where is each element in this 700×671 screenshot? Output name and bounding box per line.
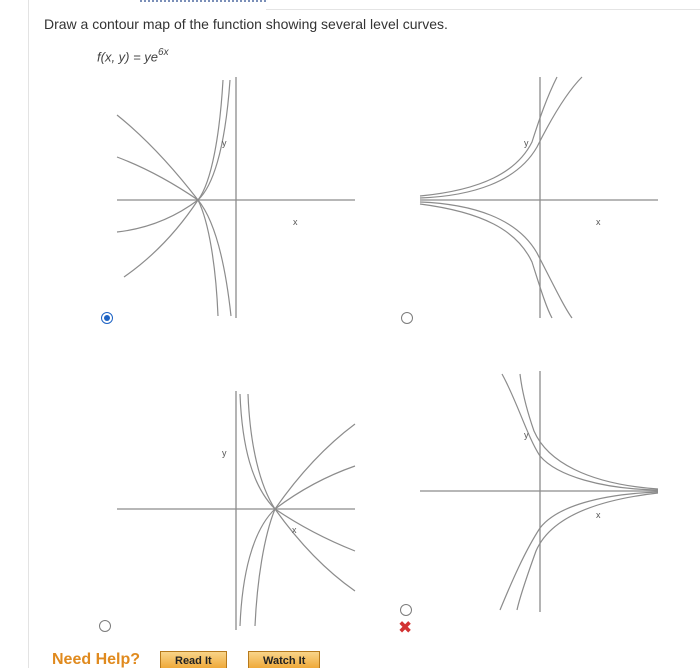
choice-c-level-curve (275, 509, 355, 551)
choice-b-radio[interactable] (401, 312, 413, 324)
choice-a-level-curve (117, 200, 198, 232)
choice-a-level-curve (124, 200, 198, 277)
need-help-label: Need Help? (52, 651, 141, 668)
function-base: f(x, y) = ye (97, 49, 159, 65)
choice-a-level-curve (117, 157, 198, 200)
question-prompt: Draw a contour map of the function showing several level curves. (44, 16, 448, 32)
choice-d-contour-graph[interactable] (412, 366, 662, 616)
choice-b-level-curve (420, 202, 572, 318)
choice-c-y-label: y (222, 448, 227, 458)
choice-d-radio[interactable] (400, 604, 412, 616)
choice-d-y-label: y (524, 430, 529, 440)
choice-d-level-curve (520, 374, 658, 489)
choice-d-level-curve (517, 493, 658, 610)
choice-b-level-curve (420, 77, 557, 196)
read-it-button[interactable]: Read It (160, 651, 227, 668)
choice-c-x-label: x (292, 525, 297, 535)
choice-b-level-curve (420, 204, 552, 318)
choice-c-level-curve (275, 424, 355, 509)
choice-a-radio[interactable] (101, 312, 113, 324)
choice-c-contour-graph[interactable] (112, 386, 362, 636)
header-rule (266, 9, 700, 10)
choice-a-y-label: y (222, 138, 227, 148)
choice-b-level-curve (420, 77, 582, 198)
choice-b-x-label: x (596, 217, 601, 227)
choice-a-contour-graph[interactable] (112, 72, 362, 322)
incorrect-x-icon: ✖ (398, 618, 413, 637)
choice-d-x-label: x (596, 510, 601, 520)
choice-c-radio[interactable] (99, 620, 111, 632)
choice-b-y-label: y (524, 138, 529, 148)
header-dotted-separator (140, 0, 266, 2)
watch-it-button[interactable]: Watch It (248, 651, 320, 668)
choice-c-level-curve (240, 509, 275, 626)
choice-a-level-curve (117, 115, 198, 200)
function-formula (97, 48, 169, 64)
choice-d-level-curve (500, 492, 658, 610)
choice-c-level-curve (275, 509, 355, 591)
content-left-border (28, 0, 29, 668)
choice-b-contour-graph[interactable] (412, 72, 662, 322)
function-exponent: 6x (158, 47, 169, 58)
choice-c-level-curve (240, 394, 275, 509)
choice-a-x-label: x (293, 217, 298, 227)
choice-a-level-curve (198, 200, 231, 316)
choice-c-level-curve (255, 509, 275, 626)
choice-c-level-curve (275, 466, 355, 509)
